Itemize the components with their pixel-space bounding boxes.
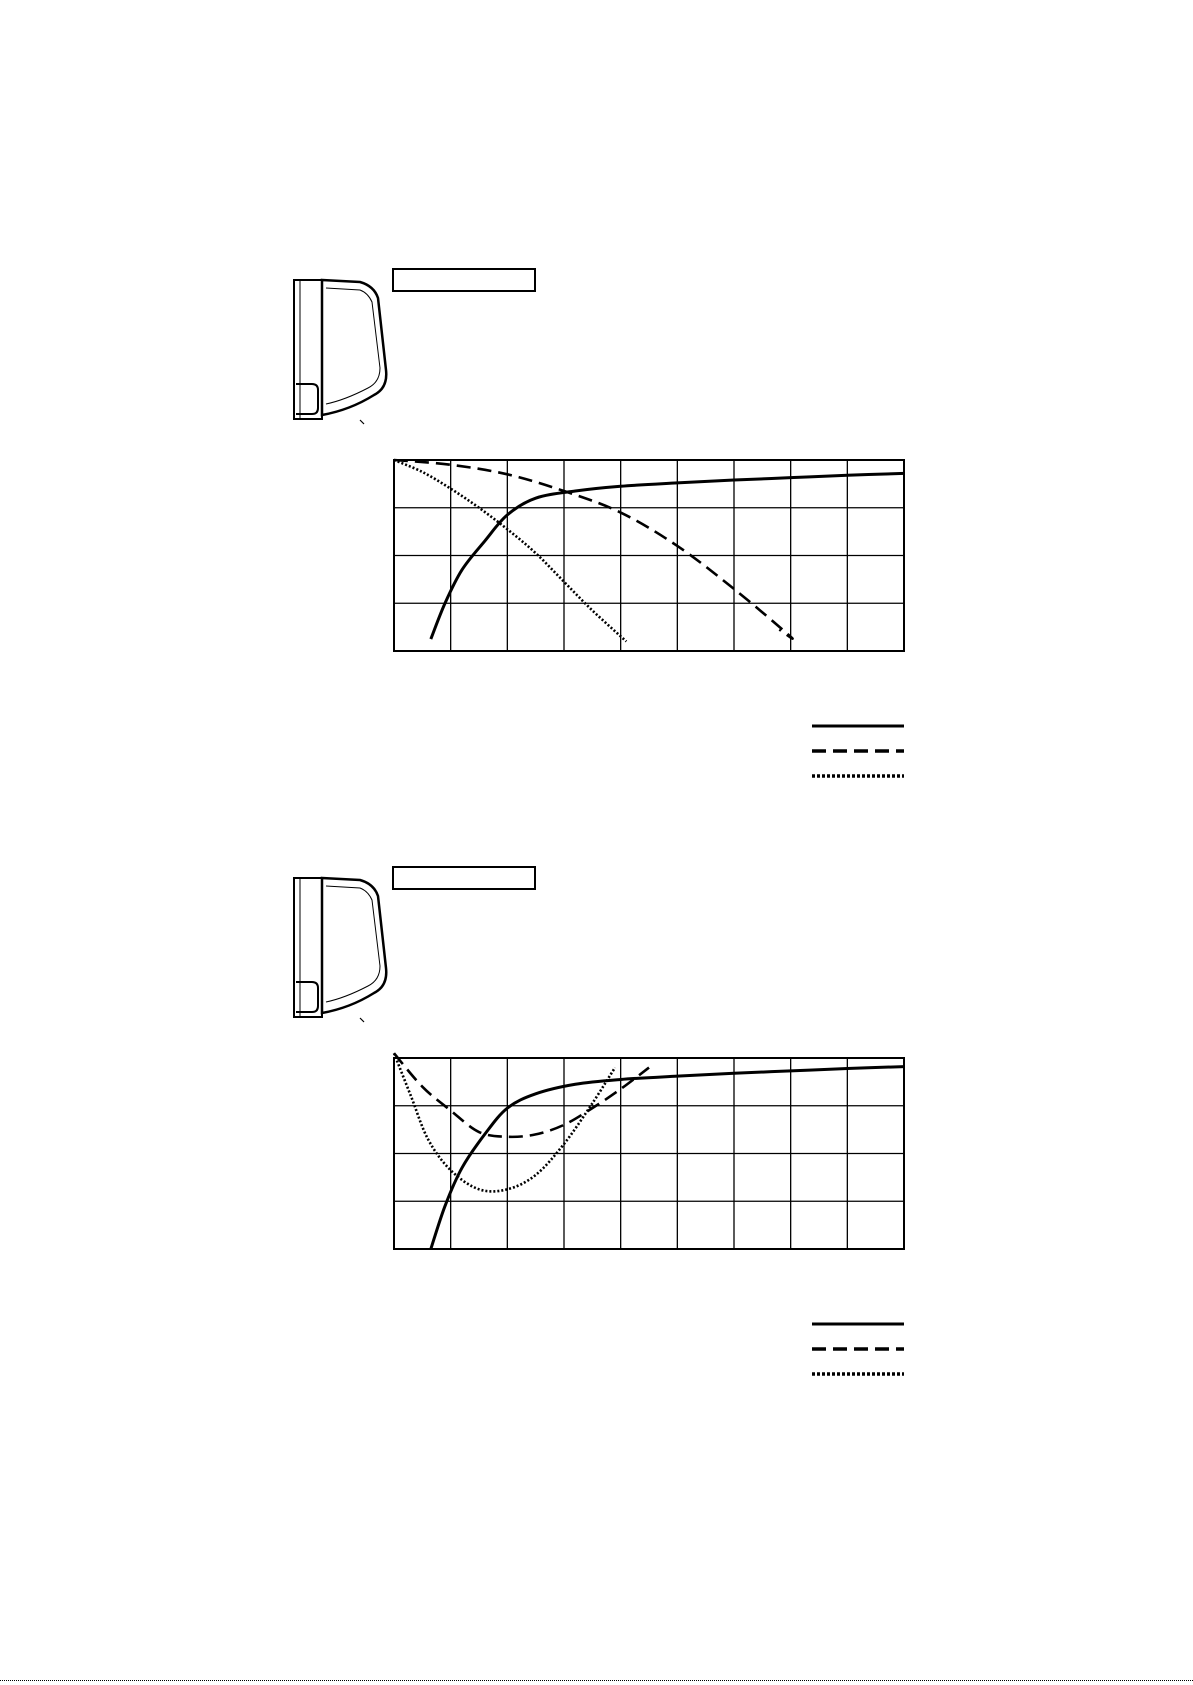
line-chart-2 xyxy=(0,838,1193,1378)
page-border-rule xyxy=(0,1680,1193,1681)
series-line-solid xyxy=(431,473,904,639)
series-line-dotted xyxy=(394,460,626,641)
series-line-solid xyxy=(431,1067,904,1249)
chart-panel-1 xyxy=(0,240,1193,840)
series-line-dotted xyxy=(394,1053,615,1191)
series-line-dashed xyxy=(394,1053,649,1137)
chart-panel-2 xyxy=(0,838,1193,1438)
line-chart-1 xyxy=(0,240,1193,780)
